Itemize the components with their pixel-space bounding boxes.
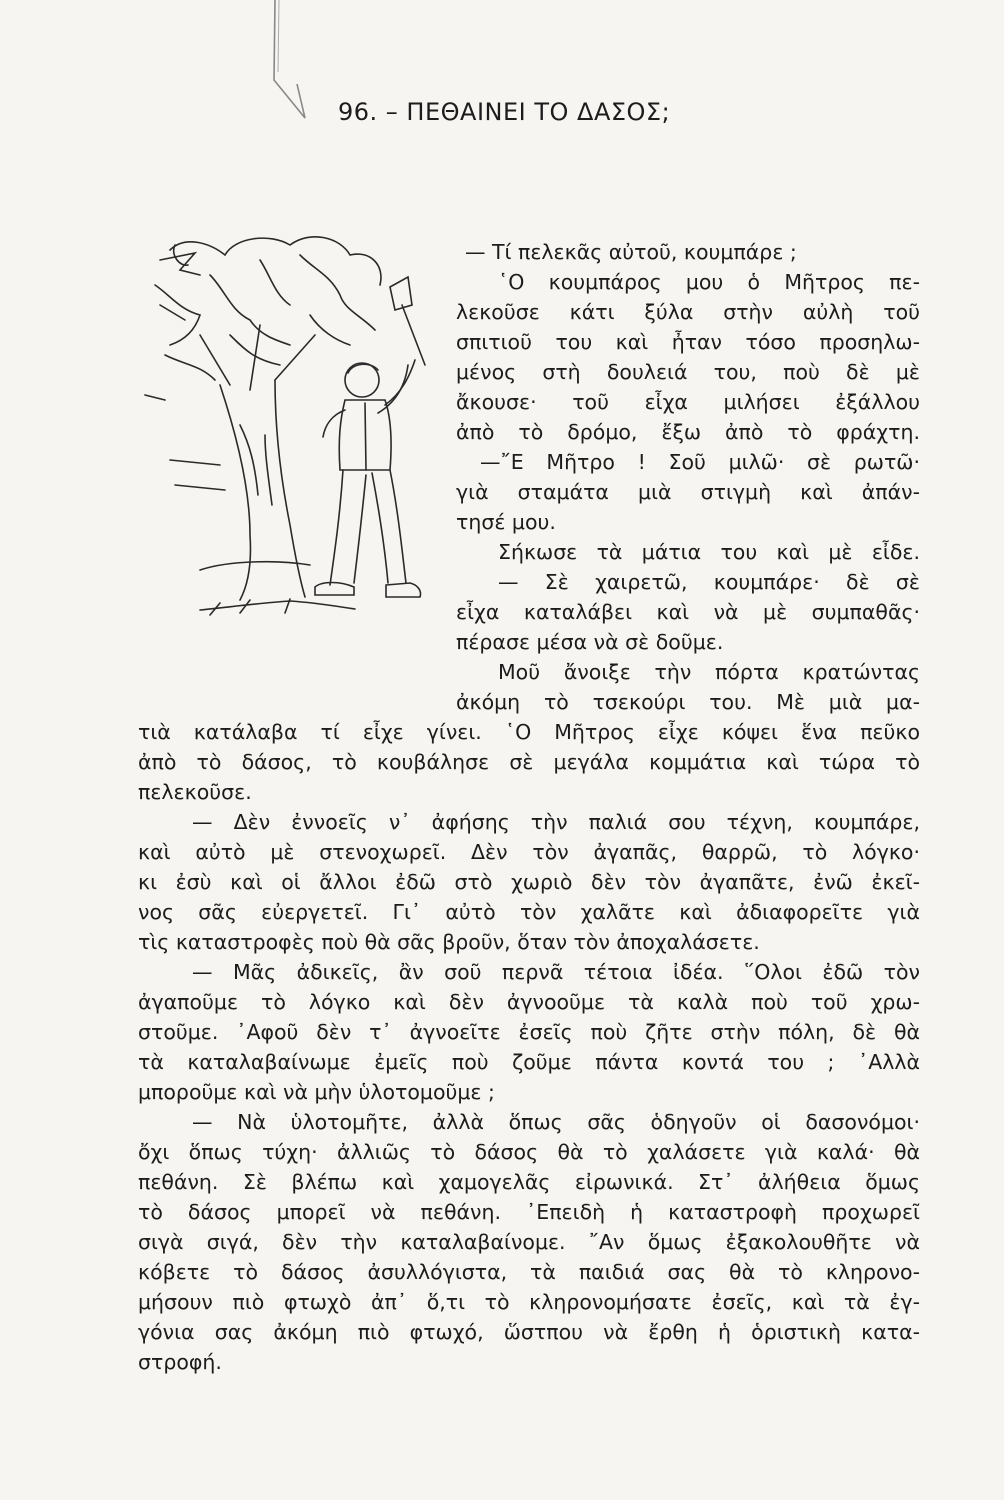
text-line-12: — Σὲ χαιρετῶ, κουμπάρε· δὲ σὲ [498, 570, 920, 594]
text-line-14: πέρασε μέσα νὰ σὲ δοῦμε. [456, 630, 724, 654]
text-line-33: τὸ δάσος μπορεῖ νὰ πεθάνη. ᾿Επειδὴ ἡ καταστροφὴ προχωρεῖ [138, 1200, 920, 1224]
text-line-13: εἶχα καταλάβει καὶ νὰ μὲ συμπαθᾶς· [456, 600, 920, 624]
text-line-3: λεκοῦσε κάτι ξύλα στὴν αὐλὴ τοῦ [456, 300, 920, 324]
text-line-26: ἀγαποῦμε τὸ λόγκο καὶ δὲν ἀγνοοῦμε τὰ καλὰ ποὺ τοῦ χρω- [138, 990, 920, 1014]
text-line-32: πεθάνη. Σὲ βλέπω καὶ χαμογελᾶς εἰρωνικά. Στ᾿ ἀλήθεια ὅμως [138, 1170, 920, 1194]
text-line-5: μένος στὴ δουλειά του, ποὺ δὲ μὲ [456, 360, 920, 384]
text-line-22: κι ἐσὺ καὶ οἱ ἄλλοι ἐδῶ στὸ χωριὸ δὲν τὸν ἀγαπᾶτε, ἐνῶ ἐκεῖ- [138, 870, 920, 894]
text-line-27: στοῦμε. ᾿Αφοῦ δὲν τ᾿ ἀγνοεῖτε ἐσεῖς ποὺ ζῆτε στὴν πόλη, δὲ θὰ [138, 1020, 920, 1044]
text-line-17: τιὰ κατάλαβα τί εἶχε γίνει. ῾Ο Μῆτρος εἶχε κόψει ἕνα πεῦκο [138, 720, 920, 744]
text-line-6: ἄκουσε· τοῦ εἶχα μιλήσει ἐξάλλου [456, 390, 920, 414]
text-line-31: ὄχι ὅπως τύχη· ἀλλιῶς τὸ δάσος θὰ τὸ χαλάσετε γιὰ καλά· θὰ [138, 1140, 920, 1164]
text-line-8: —῎Ε Μῆτρο ! Σοῦ μιλῶ· σὲ ρωτῶ· [480, 450, 920, 474]
pencil-mark [255, 0, 325, 125]
text-line-36: μήσουν πιὸ φτωχὸ ἀπ᾿ ὅ,τι τὸ κληρονομήσατε ἐσεῖς, καὶ τὰ ἐγ- [138, 1290, 920, 1314]
text-line-38: στροφή. [138, 1350, 222, 1374]
text-line-11: Σήκωσε τὰ μάτια του καὶ μὲ εἶδε. [498, 540, 920, 564]
page-title: 96. – ΠΕΘΑΙΝΕΙ ΤΟ ΔΑΣΟΣ; [338, 98, 671, 126]
text-line-24: τὶς καταστροφὲς ποὺ θὰ σᾶς βροῦν, ὅταν τὸν ἀποχαλάσετε. [138, 930, 760, 954]
text-line-2: ῾Ο κουμπάρος μου ὁ Μῆτρος πε- [498, 270, 920, 294]
woodcutter-illustration [140, 215, 440, 635]
text-line-28: τὰ καταλαβαίνωμε ἐμεῖς ποὺ ζοῦμε πάντα κοντά του ; ᾿Αλλὰ [138, 1050, 920, 1074]
text-line-30: — Νὰ ὑλοτομῆτε, ἀλλὰ ὅπως σᾶς ὁδηγοῦν οἱ δασονόμοι· [192, 1110, 920, 1134]
text-line-35: κόβετε τὸ δάσος ἀσυλλόγιστα, τὰ παιδιά σας θὰ τὸ κληρονο- [138, 1260, 920, 1284]
text-line-20: — Δὲν ἐννοεῖς ν᾿ ἀφήσης τὴν παλιά σου τέχνη, κουμπάρε, [192, 810, 920, 834]
text-line-21: καὶ αὐτὸ μὲ στενοχωρεῖ. Δὲν τὸν ἀγαπᾶς, θαρρῶ, τὸ λόγκο· [138, 840, 920, 864]
text-line-23: νος σᾶς εὐεργετεῖ. Γι᾿ αὐτὸ τὸν χαλᾶτε καὶ ἀδιαφορεῖτε γιὰ [138, 900, 920, 924]
text-line-1: — Τί πελεκᾶς αὐτοῦ, κουμπάρε ; [465, 240, 797, 264]
text-line-37: γόνια σας ἀκόμη πιὸ φτωχό, ὥστπου νὰ ἔρθη ἡ ὁριστικὴ κατα- [138, 1320, 920, 1344]
text-line-29: μποροῦμε καὶ νὰ μὴν ὑλοτομοῦμε ; [138, 1080, 495, 1104]
text-line-4: σπιτιοῦ του καὶ ἦταν τόσο προσηλω- [456, 330, 920, 354]
text-line-25: — Μᾶς ἀδικεῖς, ἂν σοῦ περνᾶ τέτοια ἰδέα. ῞Ολοι ἐδῶ τὸν [192, 960, 920, 984]
text-line-10: τησέ μου. [456, 510, 556, 534]
text-line-19: πελεκοῦσε. [138, 780, 252, 804]
text-line-18: ἀπὸ τὸ δάσος, τὸ κουβάλησε σὲ μεγάλα κομμάτια καὶ τώρα τὸ [138, 750, 920, 774]
text-line-15: Μοῦ ἄνοιξε τὴν πόρτα κρατώντας [498, 660, 920, 684]
text-line-7: ἀπὸ τὸ δρόμο, ἔξω ἀπὸ τὸ φράχτη. [456, 420, 920, 444]
text-line-16: ἀκόμη τὸ τσεκούρι του. Μὲ μιὰ μα- [456, 690, 920, 714]
text-line-34: σιγὰ σιγά, δὲν τὴν καταλαβαίνομε. ῎Αν ὅμως ἐξακολουθῆτε νὰ [138, 1230, 920, 1254]
text-line-9: γιὰ σταμάτα μιὰ στιγμὴ καὶ ἀπάν- [456, 480, 920, 504]
